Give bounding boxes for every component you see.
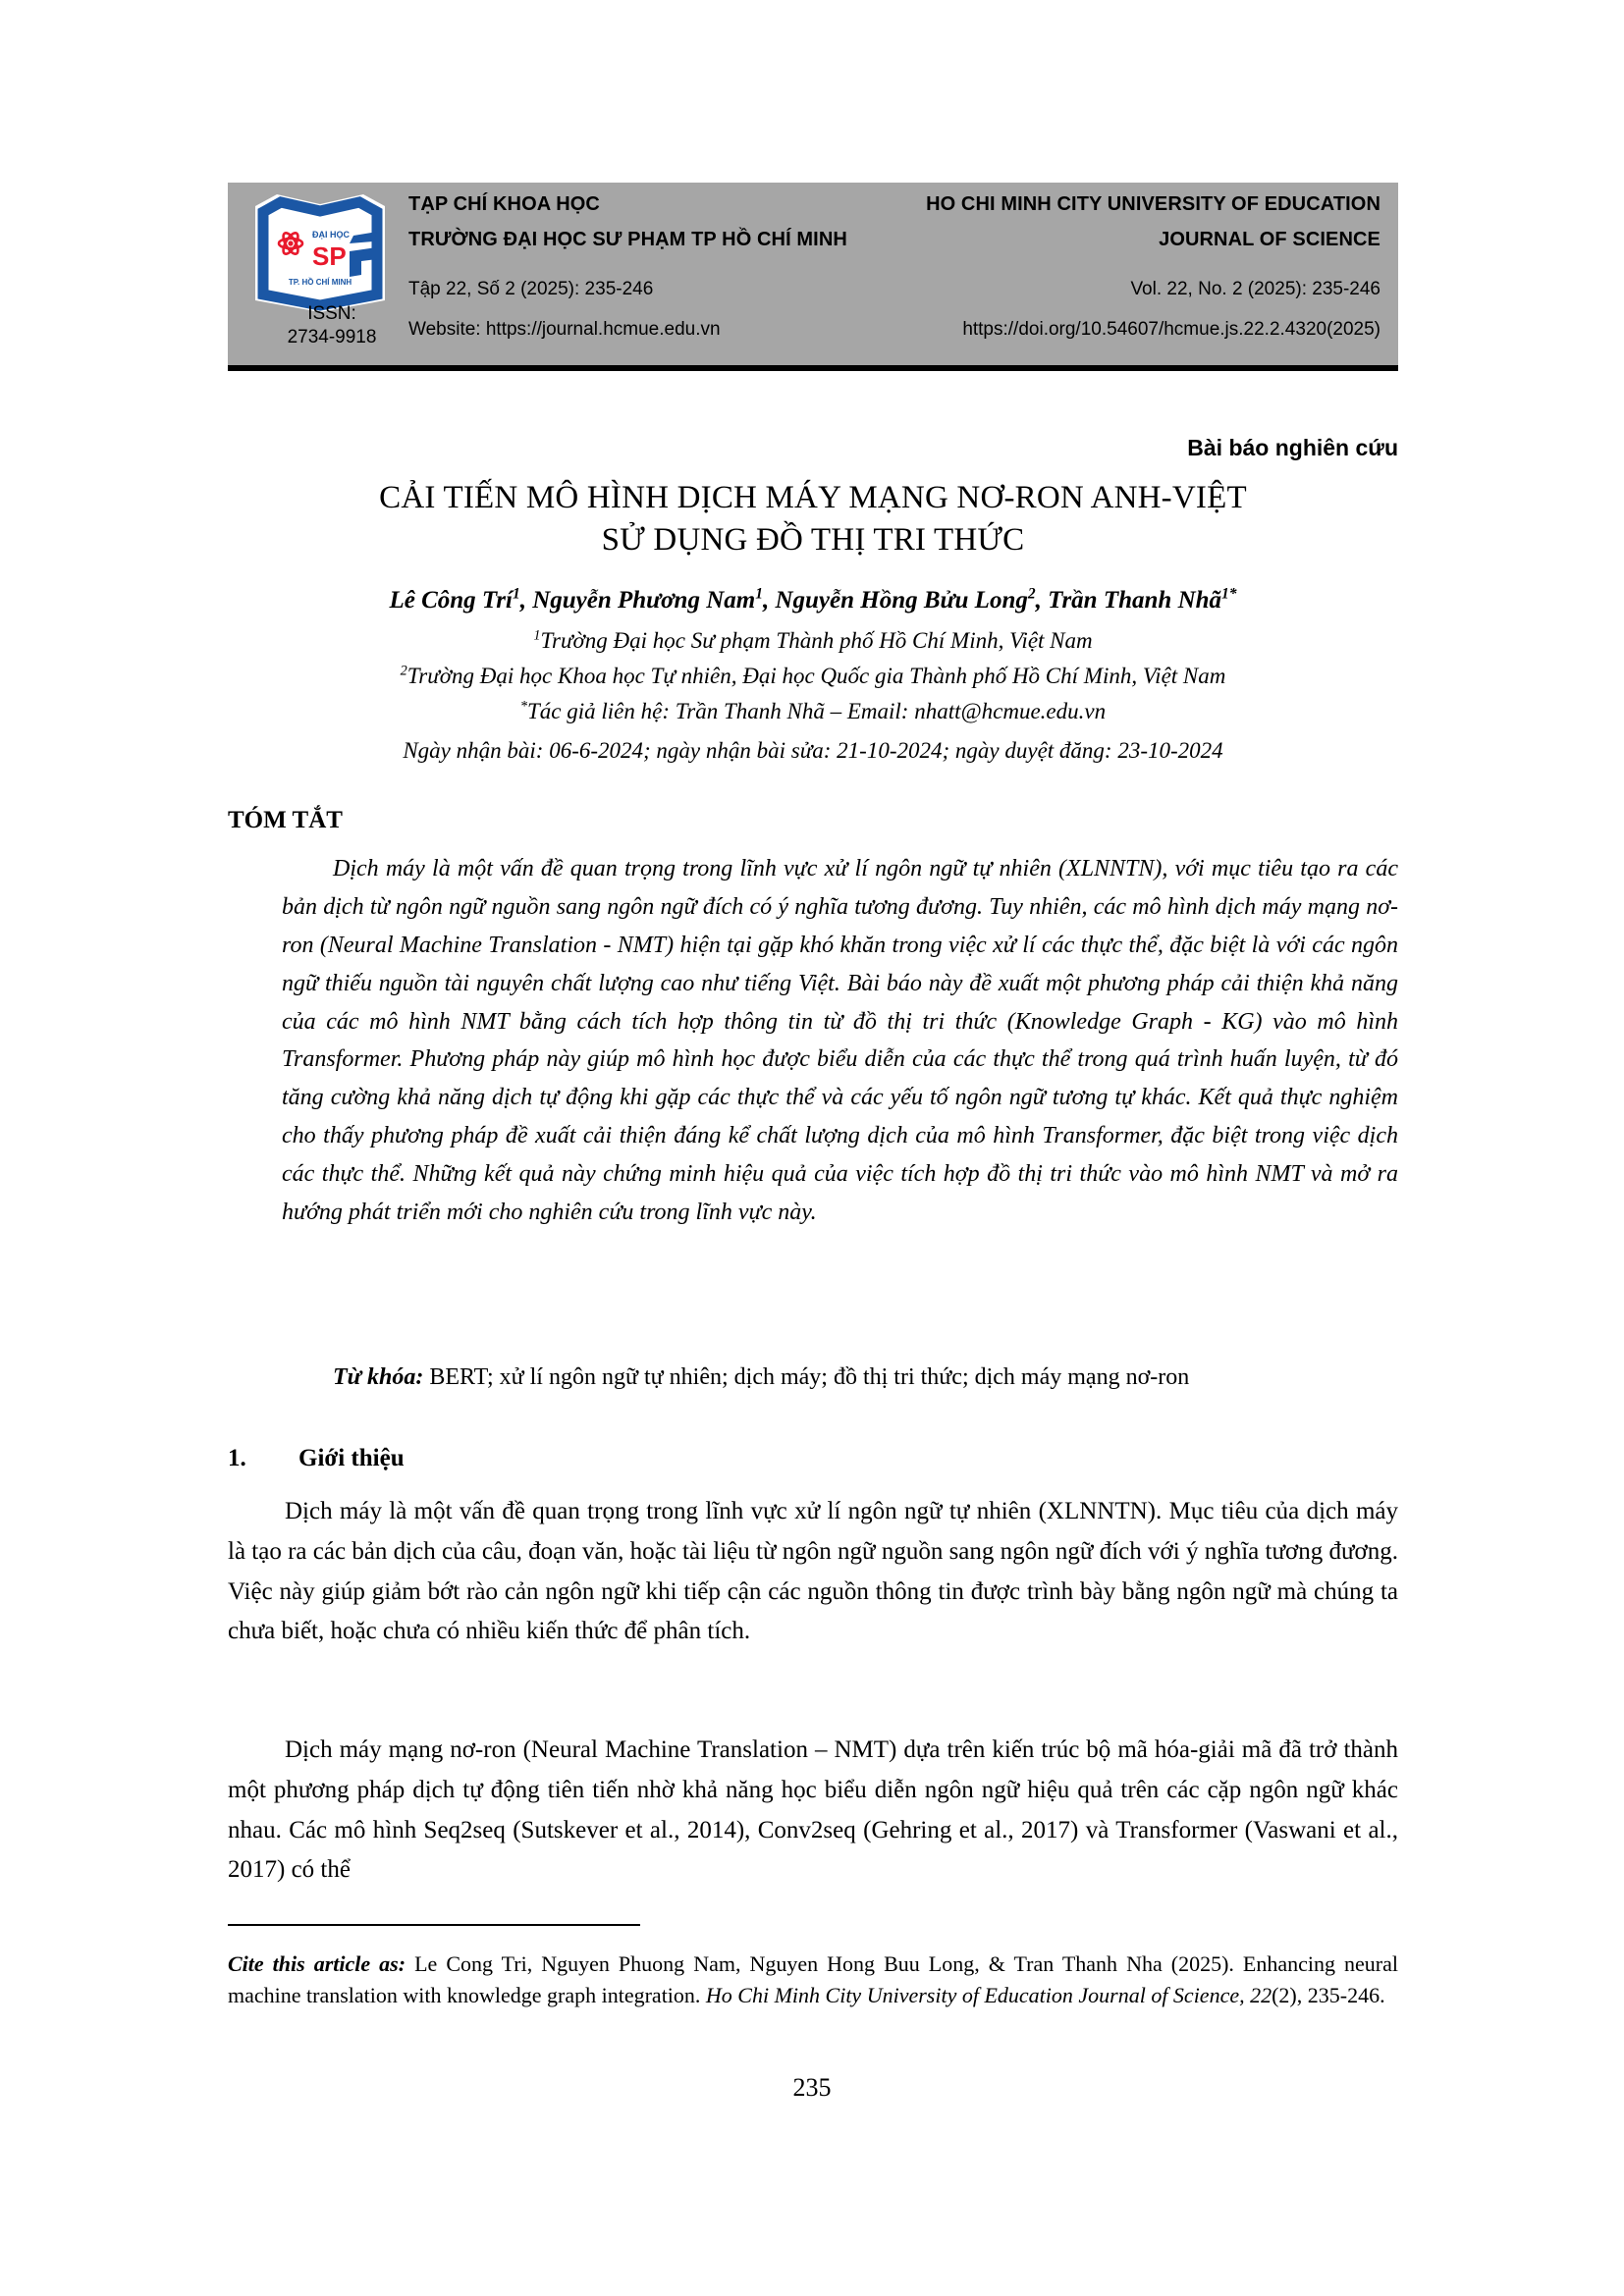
article-type-label: Bài báo nghiên cứu [1187, 435, 1398, 460]
title-line-1: CẢI TIẾN MÔ HÌNH DỊCH MÁY MẠNG NƠ-RON ANH-VIỆT [379, 480, 1247, 515]
title-line-2: SỬ DỤNG ĐỒ THỊ TRI THỨC [601, 521, 1025, 558]
cite-tail: (2), 235-246. [1272, 1983, 1385, 2008]
issn-label: ISSN: [307, 303, 356, 324]
keywords-block [282, 1359, 1398, 1396]
corresponding-author: *Tác giả liên hệ: Trần Thanh Nhã – Email: nhatt@hcmue.edu.vn [519, 698, 1107, 723]
journal-name-vi-line1: TẠP CHÍ KHOA HỌC [408, 193, 600, 215]
keywords-value: BERT; xử lí ngôn ngữ tự nhiên; dịch máy; đồ thị tri thức; dịch máy mạng nơ-ron [429, 1364, 1190, 1390]
author-list: Lê Công Trí$^1$, Nguyễn Phương Nam$^1$, Nguyễn Hồng Bửu Long$^2$, Trần Thanh Nhã$^{1*}$ [389, 585, 1237, 614]
journal-name-vi-line2: TRƯỜNG ĐẠI HỌC SƯ PHẠM TP HỒ CHÍ MINH [408, 229, 847, 250]
masthead-row-title [408, 193, 1380, 216]
svg-text:SP: SP [312, 241, 347, 271]
section-1-paragraph-1: Dịch máy là một vấn đề quan trọng trong lĩnh vực xử lí ngôn ngữ tự nhiên (XLNNTN). Mục tiêu của dịch máy là tạo ra các bản dịch của câu, đoạn văn, hoặc tài liệu từ ngôn ngữ nguồn sang ngôn ngữ đích với ý nghĩa tương đương. Việc này giúp giảm bớt rào cản ngôn ngữ khi tiếp cận các nguồn thông tin được trình bày bằng ngôn ngữ mà chúng ta chưa biết, hoặc chưa có nhiều kiến thức để phân tích. [228, 1498, 1398, 1645]
masthead-row-volume [408, 279, 1380, 300]
submission-dates: Ngày nhận bài: 06-6-2024; ngày nhận bài sửa: 21-10-2024; ngày duyệt đăng: 23-10-2024 [403, 738, 1223, 763]
abstract-text: Dịch máy là một vấn đề quan trọng trong lĩnh vực xử lí ngôn ngữ tự nhiên (XLNNTN), với mục tiêu tạo ra các bản dịch từ ngôn ngữ nguồn sang ngôn ngữ đích có ý nghĩa tương đương. Tuy nhiên, các mô hình dịch máy mạng nơ-ron (Neural Machine Translation - NMT) hiện tại gặp khó khăn trong việc xử lí các thực thể, đặc biệt là với các ngôn ngữ thiếu nguồn tài nguyên chất lượng cao như tiếng Việt. Bài báo này đề xuất một phương pháp cải thiện khả năng của các mô hình NMT bằng cách tích hợp thông tin từ đồ thị tri thức (Knowledge Graph - KG) vào mô hình Transformer. Phương pháp này giúp mô hình học được biểu diễn của các thực thể trong quá trình huấn luyện, từ đó tăng cường khả năng dịch tự động khi gặp các thực thể và các yếu tố ngôn ngữ tương tự khác. Kết quả thực nghiệm cho thấy phương pháp đề xuất cải thiện đáng kể chất lượng dịch của mô hình Transformer, đặc biệt trong việc dịch các thực thể. Những kết quả này chứng minh hiệu quả của việc tích hợp đồ thị tri thức vào mô hình NMT và mở ra hướng phát triển mới cho nghiên cứu trong lĩnh vực này. [282, 856, 1398, 1225]
page-number: 235 [792, 2073, 832, 2102]
svg-text:TP. HỒ CHÍ MINH: TP. HỒ CHÍ MINH [288, 278, 352, 287]
issn-value: 2734-9918 [287, 327, 377, 348]
journal-website-link[interactable]: Website: https://journal.hcmue.edu.vn [408, 319, 721, 340]
svg-text:ĐẠI HỌC: ĐẠI HỌC [312, 230, 350, 240]
shield-icon [251, 192, 389, 318]
keywords-label: Từ khóa: [333, 1364, 424, 1390]
journal-name-en-line1: HO CHI MINH CITY UNIVERSITY OF EDUCATION [926, 193, 1380, 215]
masthead-row-links [408, 319, 1380, 341]
volume-info-en: Vol. 22, No. 2 (2025): 235-246 [1130, 279, 1380, 299]
hcmue-shield-logo [251, 192, 389, 318]
section-1-number: 1. [228, 1445, 246, 1471]
affiliation-1: $^1$Trường Đại học Sư phạm Thành phố Hồ Chí Minh, Việt Nam [533, 627, 1093, 653]
section-1-title: Giới thiệu [298, 1445, 405, 1471]
journal-logo [244, 177, 401, 348]
issn-block [253, 302, 410, 350]
masthead-row-subtitle [408, 229, 1380, 251]
article-doi-link[interactable]: https://doi.org/10.54607/hcmue.js.22.2.4320(2025) [962, 319, 1380, 340]
journal-masthead [228, 183, 1398, 371]
page-title [228, 477, 1398, 561]
affiliation-2: $^2$Trường Đại học Khoa học Tự nhiên, Đại học Quốc gia Thành phố Hồ Chí Minh, Việt Nam [400, 663, 1226, 688]
volume-info-vi: Tập 22, Số 2 (2025): 235-246 [408, 279, 654, 299]
cite-journal: Ho Chi Minh City University of Education Journal of Science, 22 [705, 1983, 1272, 2008]
journal-name-en-line2: JOURNAL OF SCIENCE [1159, 229, 1380, 250]
footnote-separator [228, 1924, 640, 1926]
section-1-heading [228, 1445, 1398, 1472]
cite-authors: Le Cong Tri, Nguyen Phuong Nam, Nguyen Hong Buu Long, & Tran Thanh Nha (2025). Enhancing neural machine translation with knowledge graph integration. [228, 1951, 1398, 2008]
section-1-paragraph-2: Dịch máy mạng nơ-ron (Neural Machine Translation – NMT) dựa trên kiến trúc bộ mã hóa-giải mã đã trở thành một phương pháp dịch tự động tiên tiến nhờ khả năng học biểu diễn ngôn ngữ hiệu quả trên các cặp ngôn ngữ khác nhau. Các mô hình Seq2seq (Sutskever et al., 2014), Conv2seq (Gehring et al., 2017) và Transformer (Vaswani et al., 2017) có thể [228, 1736, 1398, 1884]
cite-label: Cite this article as: [228, 1951, 406, 1976]
abstract-heading: TÓM TẮT [228, 807, 343, 833]
cite-this-article [228, 1949, 1398, 2011]
